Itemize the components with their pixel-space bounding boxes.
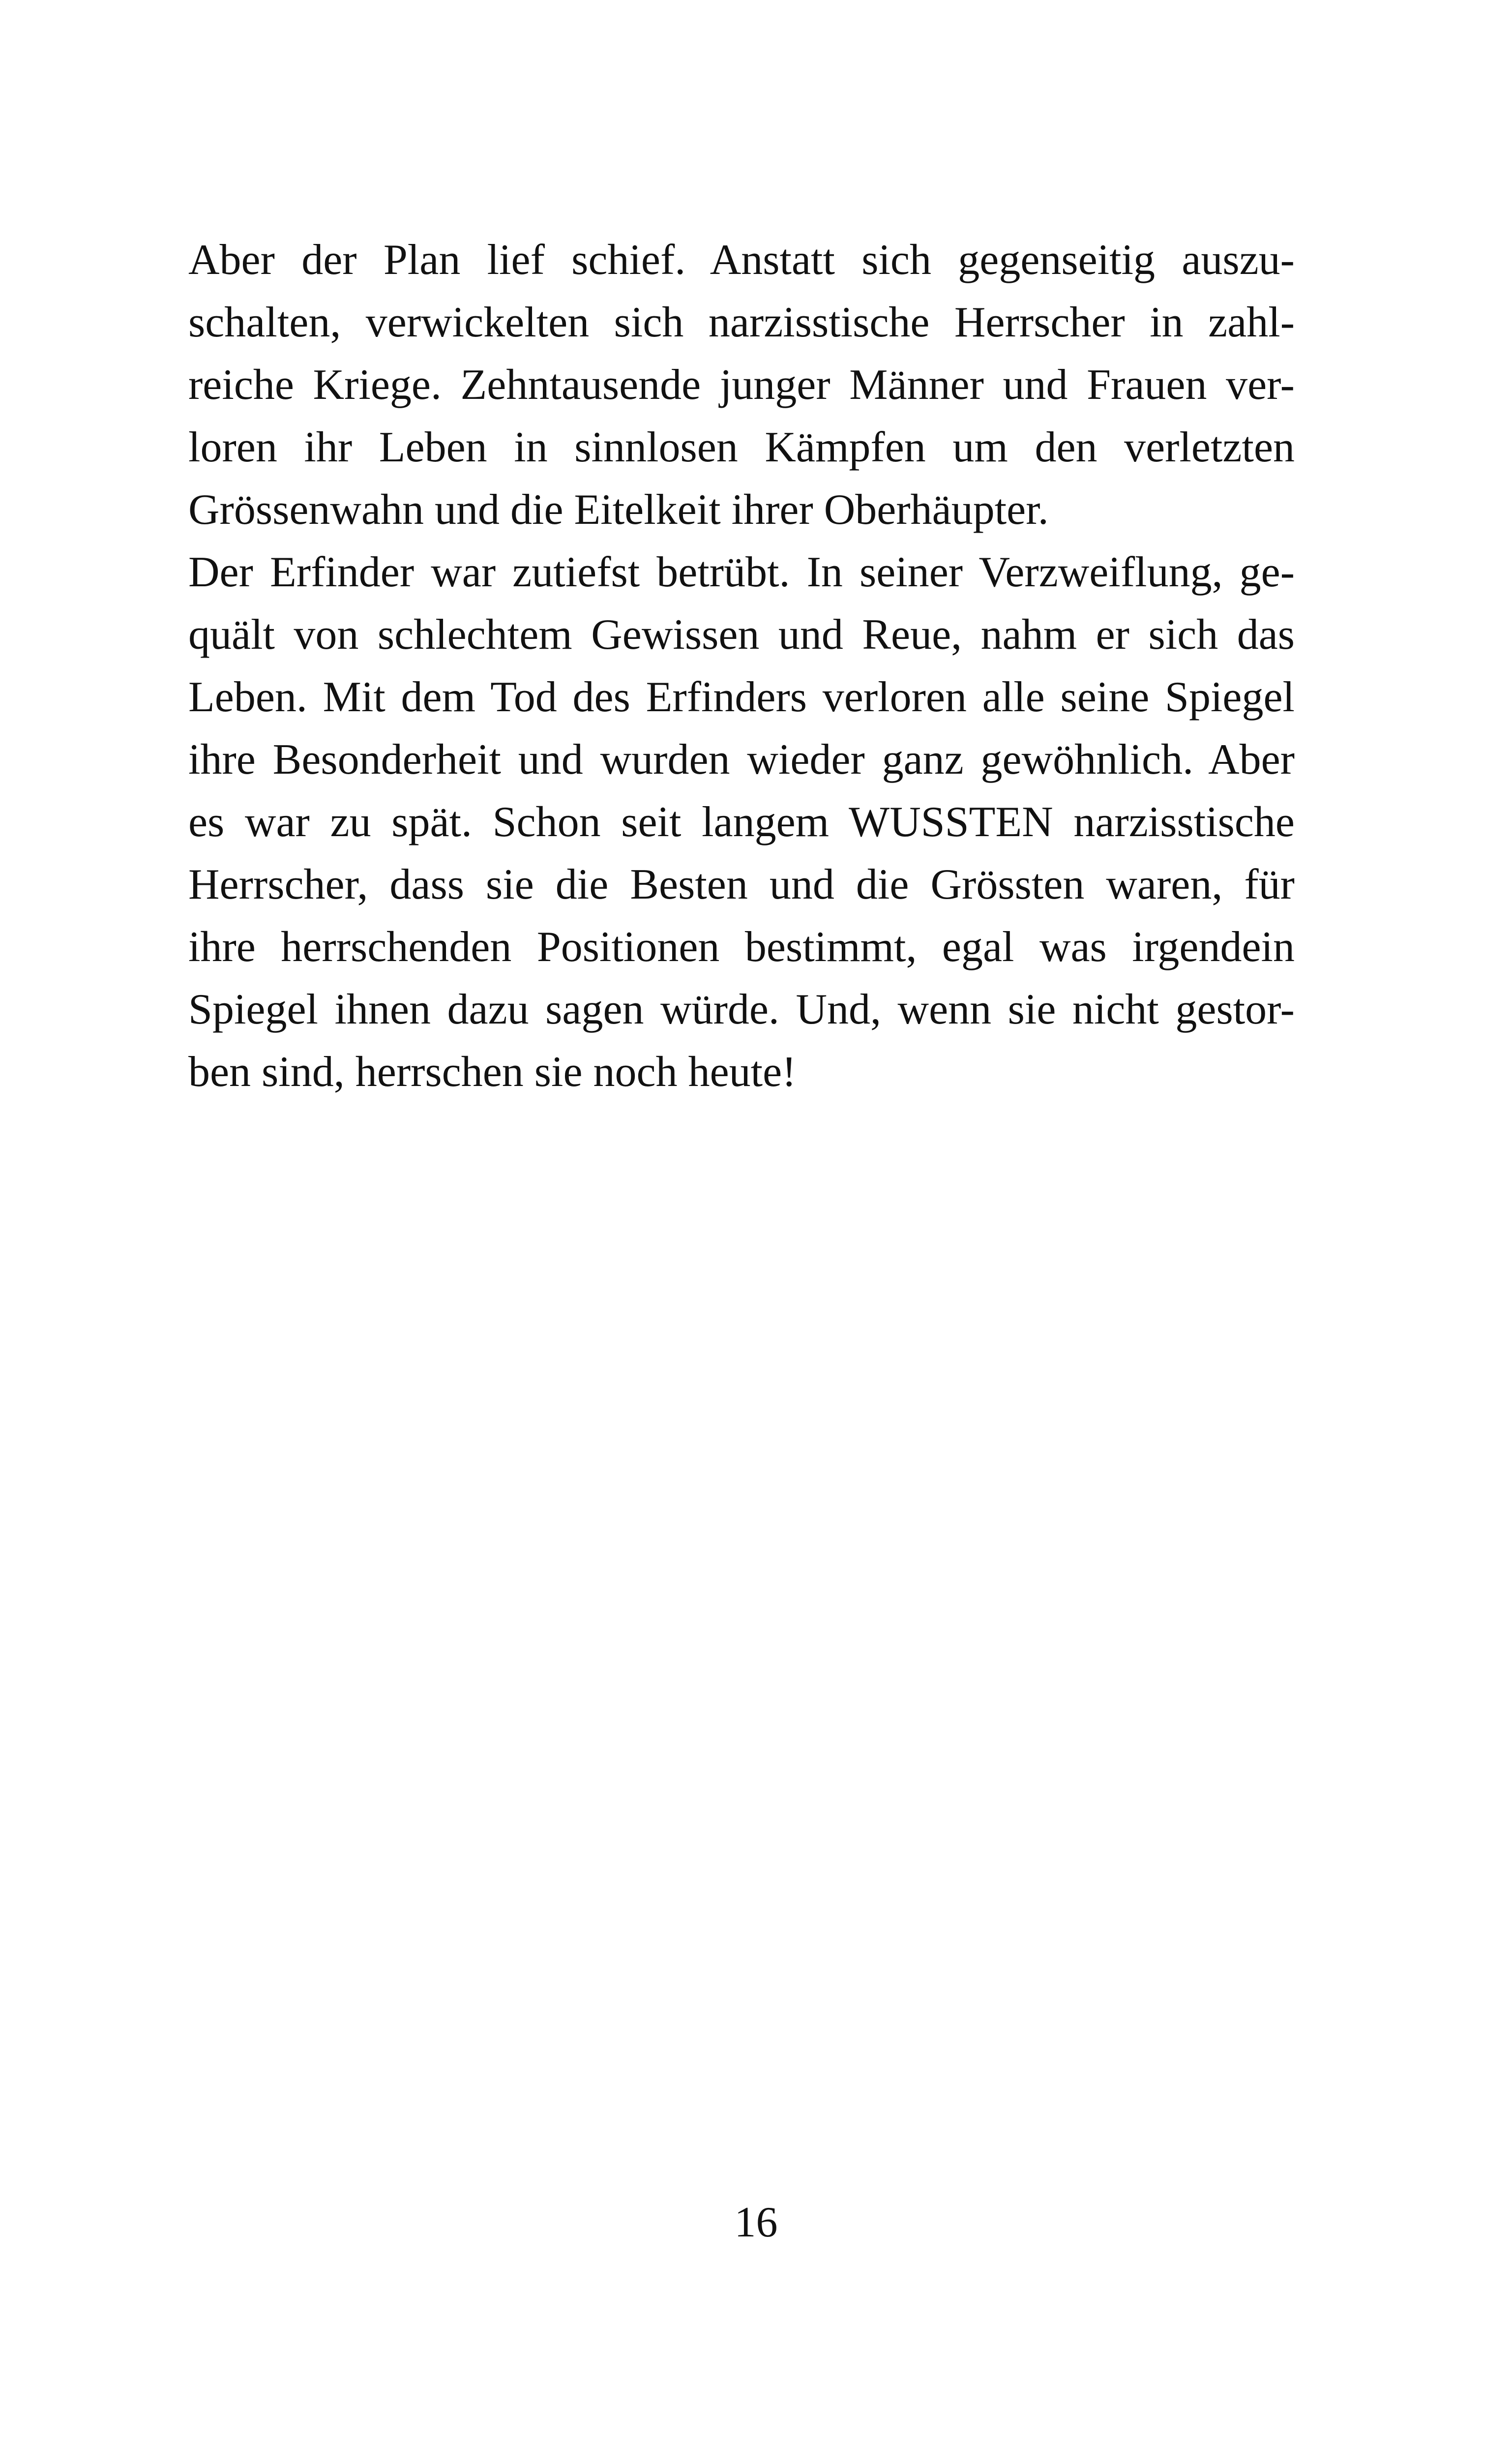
text-line: reiche Kriege. Zehntausende junger Männer und Frauen ver- [188,361,1295,409]
paragraph-1 [188,229,1295,541]
body-text [188,229,1295,1103]
text-line: Aber der Plan lief schief. Anstatt sich gegenseitig auszu- [188,236,1295,284]
paragraph-2 [188,541,1295,1103]
text-line: schalten, verwickelten sich narzisstische Herrscher in zahl- [188,299,1295,346]
text-line: Grössenwahn und die Eitelkeit ihrer Oberhäupter. [188,486,1049,534]
page-number: 16 [734,2199,778,2246]
text-line: ihre Besonderheit und wurden wieder ganz gewöhnlich. Aber [188,736,1295,784]
text-line: Herrscher, dass sie die Besten und die Grössten waren, für [188,861,1295,908]
text-line: quält von schlechtem Gewissen und Reue, nahm er sich das [188,611,1295,659]
text-line: es war zu spät. Schon seit langem WUSSTEN narzisstische [188,798,1295,846]
text-line: loren ihr Leben in sinnlosen Kämpfen um den verletzten [188,423,1295,471]
text-line: ben sind, herrschen sie noch heute! [188,1048,797,1096]
text-line: Spiegel ihnen dazu sagen würde. Und, wenn sie nicht gestor- [188,986,1295,1033]
text-line: Der Erfinder war zutiefst betrübt. In seiner Verzweiflung, ge- [188,548,1295,596]
text-line: Leben. Mit dem Tod des Erfinders verloren alle seine Spiegel [188,673,1295,721]
text-line: ihre herrschenden Positionen bestimmt, egal was irgendein [188,923,1295,971]
